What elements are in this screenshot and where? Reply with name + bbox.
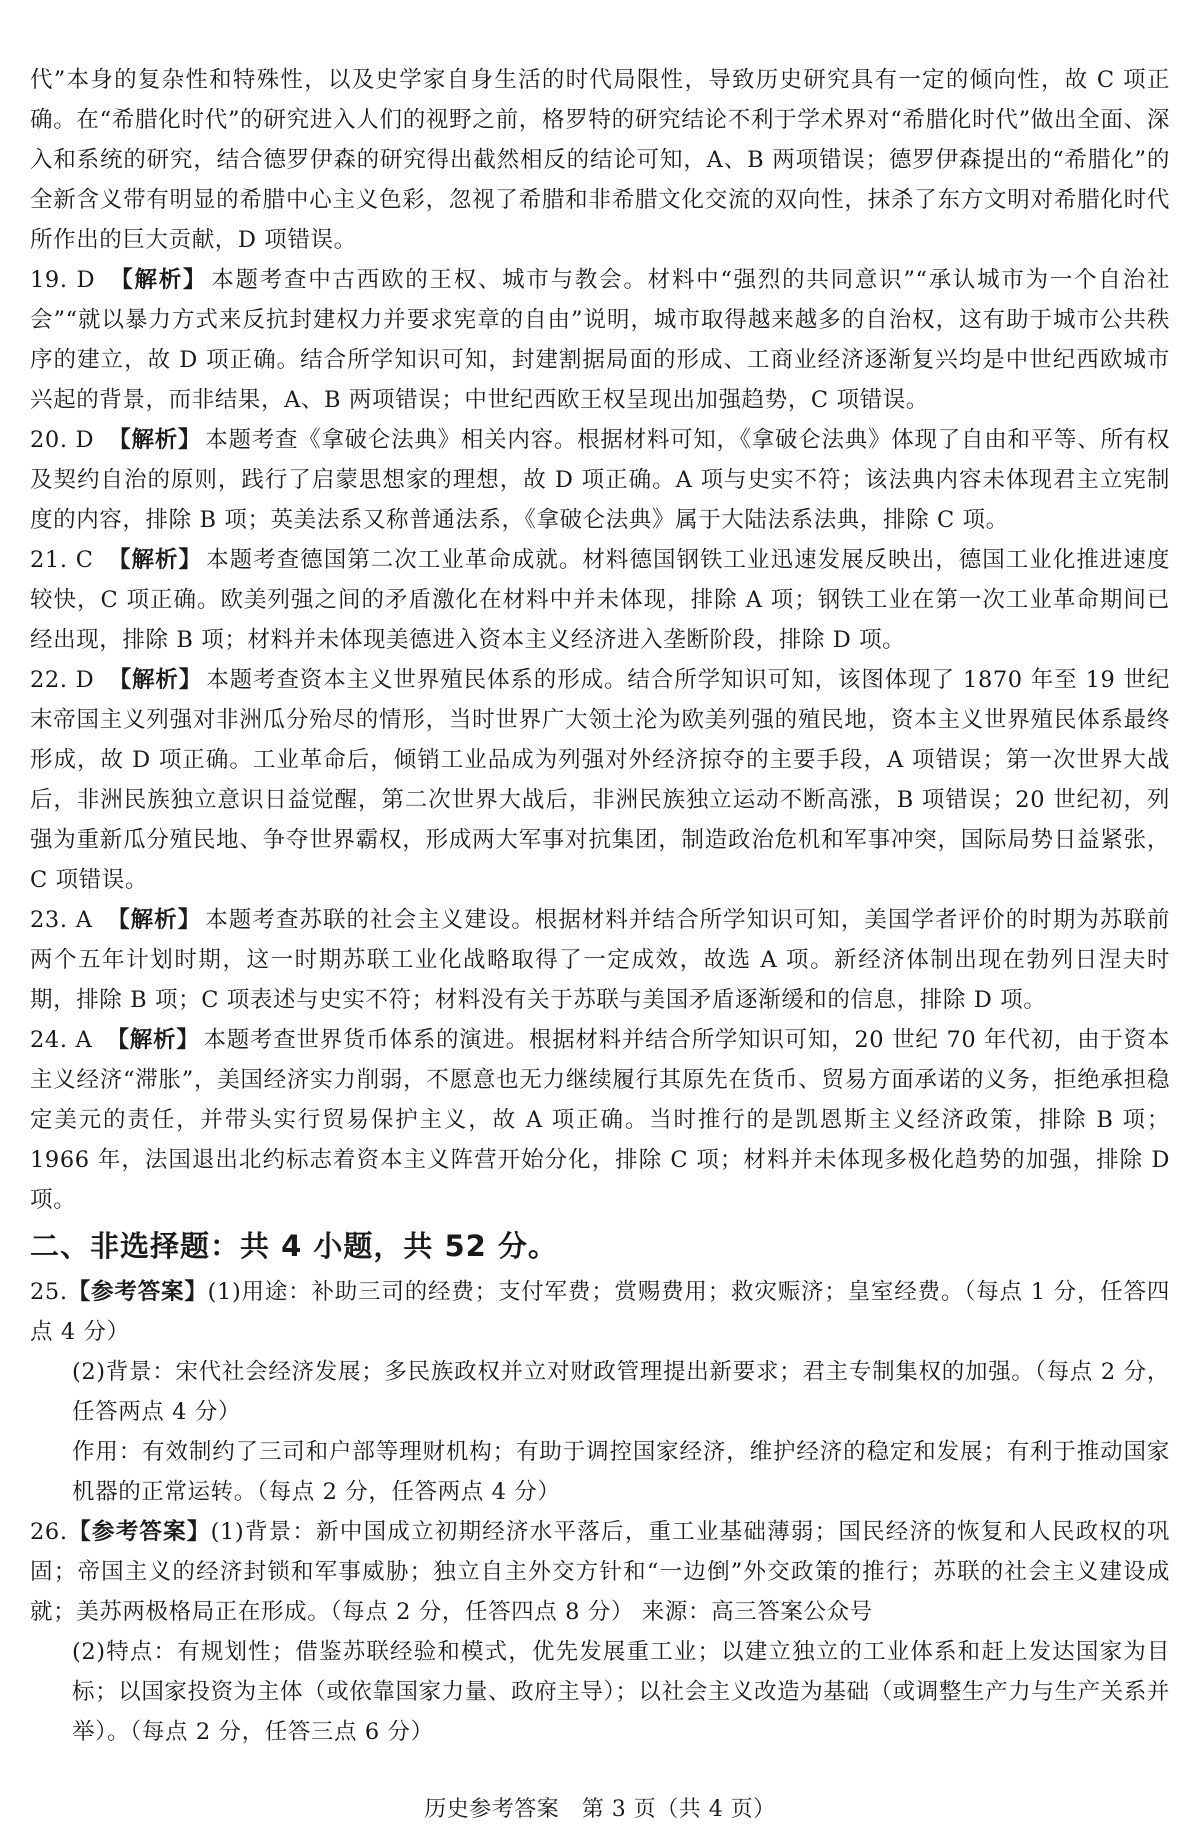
source-note: 来源：高三答案公众号 (641, 1599, 873, 1625)
q25-part1-text: (1)用途：补助三司的经费；支付军费；赏赐费用；救灾赈济；皇室经费。（每点 1 分，任答四点 4 分） (30, 1279, 1170, 1345)
answer-text: 本题考查德国第二次工业革命成就。材料德国钢铁工业迅速发展反映出，德国工业化推进速度较快，C 项正确。欧美列强之间的矛盾激化在材料中并未体现，排除 A 项；钢铁工业在第一次工业革命期间已经出现，排除 B 项；材料并未体现美德进入资本主义经济进入垄断阶段，排除 D 项。 (30, 547, 1171, 653)
answer-text: 本题考查世界货币体系的演进。根据材料并结合所学知识可知，20 世纪 70 年代初，由于资本主义经济“滞胀”，美国经济实力削弱，不愿意也无力继续履行其原先在货币、贸易方面承诺的义务，拒绝承担稳定美元的责任，并带头实行贸易保护主义，故 A 项正确。当时推行的是凯恩斯主义经济政策，排除 B 项；1966 年，法国退出北约标志着资本主义阵营开始分化，排除 C 项；材料并未体现多极化趋势的加强，排除 D 项。 (30, 1027, 1171, 1213)
answer-23 (30, 900, 1170, 1020)
reference-answer-tag: 【参考答案】 (67, 1519, 211, 1545)
answer-text: 本题考查苏联的社会主义建设。根据材料并结合所学知识可知，美国学者评价的时期为苏联前两个五年计划时期，这一时期苏联工业化战略取得了一定成效，故选 A 项。新经济体制出现在勃列日涅夫时期，排除 B 项；C 项表述与史实不符；材料没有关于苏联与美国矛盾逐渐缓和的信息，排除 D 项。 (30, 907, 1170, 1013)
q26-part1-text: (1)背景：新中国成立初期经济水平落后，重工业基础薄弱；国民经济的恢复和人民政权的巩固；帝国主义的经济封锁和军事威胁；独立自主外交方针和“一边倒”外交政策的推行；苏联的社会主义建设成就；美苏两极格局正在形成。（每点 2 分，任答四点 8 分） (30, 1519, 1170, 1625)
question-25 (30, 1272, 1170, 1512)
answer-21 (30, 540, 1170, 660)
q26-part2: (2)特点：有规划性；借鉴苏联经验和模式，优先发展重工业；以建立独立的工业体系和赶上发达国家为目标；以国家投资为主体（或依靠国家力量、政府主导）；以社会主义改造为基础（或调整生产力与生产关系并举）。（每点 2 分，任答三点 6 分） (72, 1639, 1170, 1745)
answer-number: 19. D (30, 267, 96, 293)
q25-part2-effect: 作用：有效制约了三司和户部等理财机构；有助于调控国家经济，维护经济的稳定和发展；有利于推动国家机器的正常运转。（每点 2 分，任答两点 4 分） (72, 1439, 1170, 1505)
answer-24 (30, 1020, 1170, 1220)
answer-number: 20. D (30, 427, 95, 453)
analysis-tag: 【解析】 (106, 907, 202, 933)
question-number: 25. (30, 1279, 68, 1305)
analysis-tag: 【解析】 (108, 667, 203, 693)
analysis-tag: 【解析】 (106, 1027, 200, 1053)
answer-number: 21. C (30, 547, 94, 573)
answer-text: 本题考查中古西欧的王权、城市与教会。材料中“强烈的共同意识”“承认城市为一个自治社会”“就以暴力方式来反抗封建权力并要求宪章的自由”说明，城市取得越来越多的自治权，这有助于城市公共秩序的建立，故 D 项正确。结合所学知识可知，封建割据局面的形成、工商业经济逐渐复兴均是中世纪西欧城市兴起的背景，而非结果，A、B 两项错误；中世纪西欧王权呈现出加强趋势，C 项错误。 (30, 267, 1170, 413)
answer-text: 本题考查《拿破仑法典》相关内容。根据材料可知，《拿破仑法典》体现了自由和平等、所有权及契约自治的原则，践行了启蒙思想家的理想，故 D 项正确。A 项与史实不符；该法典内容未体现君主立宪制度的内容，排除 B 项；英美法系又称普通法系，《拿破仑法典》属于大陆法系法典，排除 C 项。 (30, 427, 1170, 533)
answer-number: 23. A (30, 907, 93, 933)
analysis-tag: 【解析】 (109, 267, 208, 293)
answer-page (30, 60, 1170, 1752)
q25-part1 (30, 1272, 1170, 1352)
analysis-tag: 【解析】 (107, 547, 203, 573)
q26-part1 (30, 1512, 1170, 1632)
answer-19 (30, 260, 1170, 420)
question-26 (30, 1512, 1170, 1752)
question-number: 26. (30, 1519, 68, 1545)
reference-answer-tag: 【参考答案】 (67, 1279, 208, 1305)
section-2-heading: 二、非选择题：共 4 小题，共 52 分。 (30, 1229, 558, 1263)
answer-20 (30, 420, 1170, 540)
answer-list (30, 260, 1170, 1220)
analysis-tag: 【解析】 (108, 427, 202, 453)
answer-number: 24. A (30, 1027, 93, 1053)
answer-number: 22. D (30, 667, 95, 693)
page-footer: 历史参考答案 第 3 页（共 4 页） (424, 1797, 776, 1822)
q25-part2: (2)背景：宋代社会经济发展；多民族政权并立对财政管理提出新要求；君主专制集权的加强。（每点 2 分，任答两点 4 分） (72, 1359, 1170, 1425)
continuation-paragraph: 代”本身的复杂性和特殊性，以及史学家自身生活的时代局限性，导致历史研究具有一定的倾向性，故 C 项正确。在“希腊化时代”的研究进入人们的视野之前，格罗特的研究结论不利于学术界对“希腊化时代”做出全面、深入和系统的研究，结合德罗伊森的研究得出截然相反的结论可知，A、B 两项错误；德罗伊森提出的“希腊化”的全新含义带有明显的希腊中心主义色彩，忽视了希腊和非希腊文化交流的双向性，抹杀了东方文明对希腊化时代所作出的巨大贡献，D 项错误。 (30, 67, 1170, 253)
answer-22 (30, 660, 1170, 900)
answer-text: 本题考查资本主义世界殖民体系的形成。结合所学知识可知，该图体现了 1870 年至 19 世纪末帝国主义列强对非洲瓜分殆尽的情形，当时世界广大领土沦为欧美列强的殖民地，资本主义世界殖民体系最终形成，故 D 项正确。工业革命后，倾销工业品成为列强对外经济掠夺的主要手段，A 项错误；第一次世界大战后，非洲民族独立意识日益觉醒，第二次世界大战后，非洲民族独立运动不断高涨，B 项错误；20 世纪初，列强为重新瓜分殖民地、争夺世界霸权，形成两大军事对抗集团，制造政治危机和军事冲突，国际局势日益紧张，C 项错误。 (30, 667, 1170, 893)
